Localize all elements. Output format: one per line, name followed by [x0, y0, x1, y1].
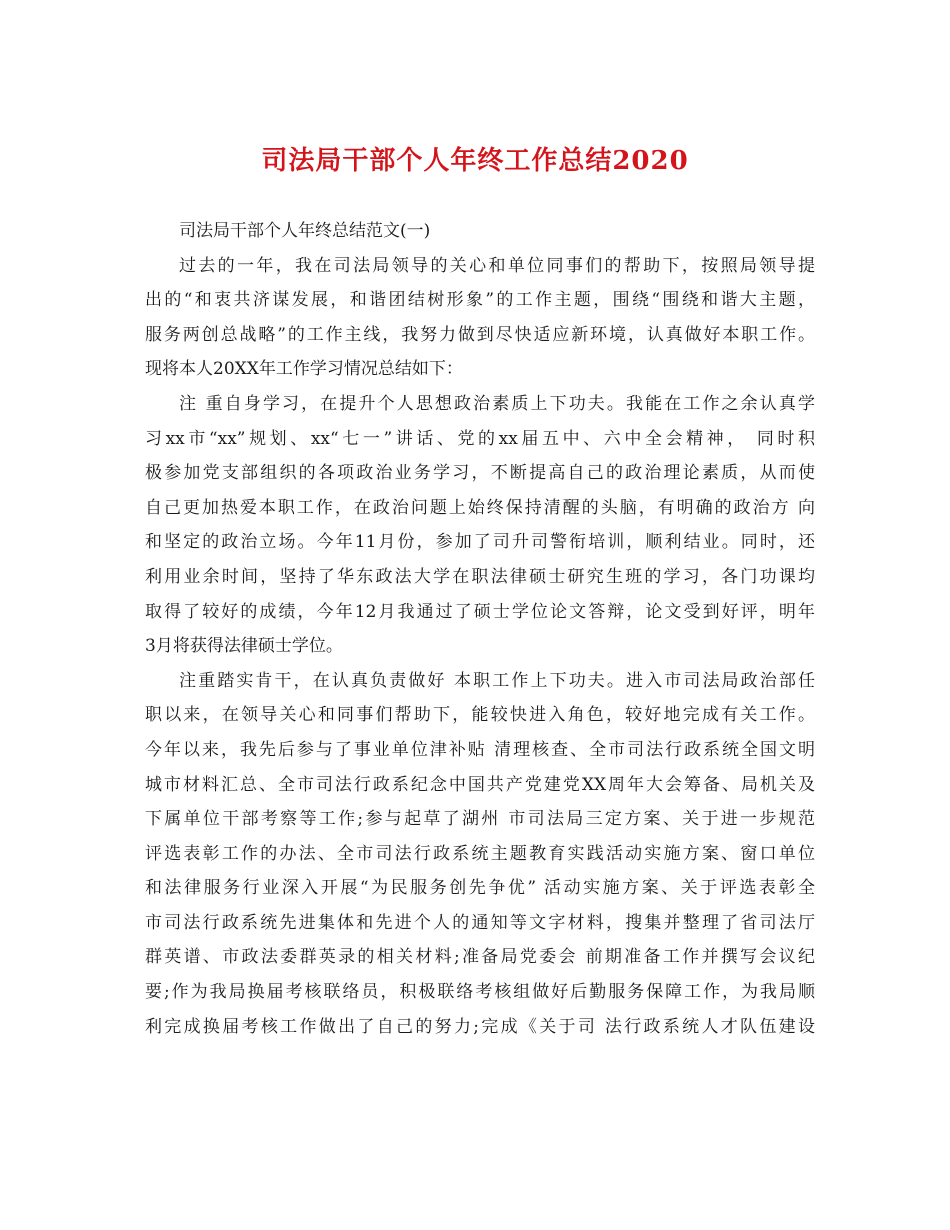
body-line: 自己更加热爱本职工作，在政治问题上始终保持清醒的头脑，有明确的政治方 向	[145, 497, 815, 518]
body-line: 要;作为我局换届考核联络员，积极联络考核组做好后勤服务保障工作，为我局顺	[145, 982, 815, 1003]
body-line: 和坚定的政治立场。今年11月份，参加了司升司警衔培训，顺利结业。同时，还	[145, 532, 815, 553]
body-line: 市司法行政系统先进集体和先进个人的通知等文字材料，搜集并整理了省司法厅	[145, 912, 815, 933]
body-line: 城市材料汇总、全市司法行政系纪念中国共产党建党XX周年大会筹备、局机关及	[145, 774, 815, 795]
body-line: 服务两创总战略”的工作主线，我努力做到尽快适应新环境，认真做好本职工作。	[145, 324, 815, 345]
body-line: 今年以来，我先后参与了事业单位津补贴 清理核查、全市司法行政系统全国文明	[145, 739, 815, 760]
body-line: 注 重自身学习，在提升个人思想政治素质上下功夫。我能在工作之余认真学	[179, 393, 815, 414]
body-line: 和法律服务行业深入开展“为民服务创先争优” 活动实施方案、关于评选表彰全	[145, 878, 815, 899]
body-line: 职以来，在领导关心和同事们帮助下，能较快进入角色，较好地完成有关工作。	[145, 705, 815, 726]
body-line: 司法局干部个人年终总结范文(一)	[179, 221, 431, 241]
body-line: 出的“和衷共济谋发展，和谐团结树形象”的工作主题，围绕“围绕和谐大主题，	[145, 290, 815, 311]
body-line: 注重踏实肯干，在认真负责做好 本职工作上下功夫。进入市司法局政治部任	[179, 670, 815, 691]
document-title: 司法局干部个人年终工作总结2020	[261, 146, 689, 176]
body-line: 评选表彰工作的办法、全市司法行政系统主题教育实践活动实施方案、窗口单位	[145, 843, 815, 864]
document-body	[145, 214, 815, 1044]
body-line: 极参加党支部组织的各项政治业务学习，不断提高自己的政治理论素质，从而使	[145, 463, 815, 484]
body-line: 群英谱、市政法委群英录的相关材料;准备局党委会 前期准备工作并撰写会议纪	[145, 947, 815, 968]
body-line: 下属单位干部考察等工作;参与起草了湖州 市司法局三定方案、关于进一步规范	[145, 809, 815, 830]
body-line: 习xx市“xx”规划、xx“七一”讲话、党的xx届五中、六中全会精神， 同时积	[145, 428, 815, 449]
body-line: 过去的一年，我在司法局领导的关心和单位同事们的帮助下，按照局领导提	[179, 255, 815, 276]
body-line: 3月将获得法律硕士学位。	[145, 636, 343, 657]
body-line: 利用业余时间，坚持了华东政法大学在职法律硕士研究生班的学习，各门功课均	[145, 566, 815, 587]
body-line: 取得了较好的成绩，今年12月我通过了硕士学位论文答辩，论文受到好评，明年	[145, 601, 815, 622]
body-line: 利完成换届考核工作做出了自己的努力;完成《关于司 法行政系统人才队伍建设	[145, 1016, 815, 1037]
body-line: 现将本人20XX年工作学习情况总结如下：	[145, 359, 463, 380]
